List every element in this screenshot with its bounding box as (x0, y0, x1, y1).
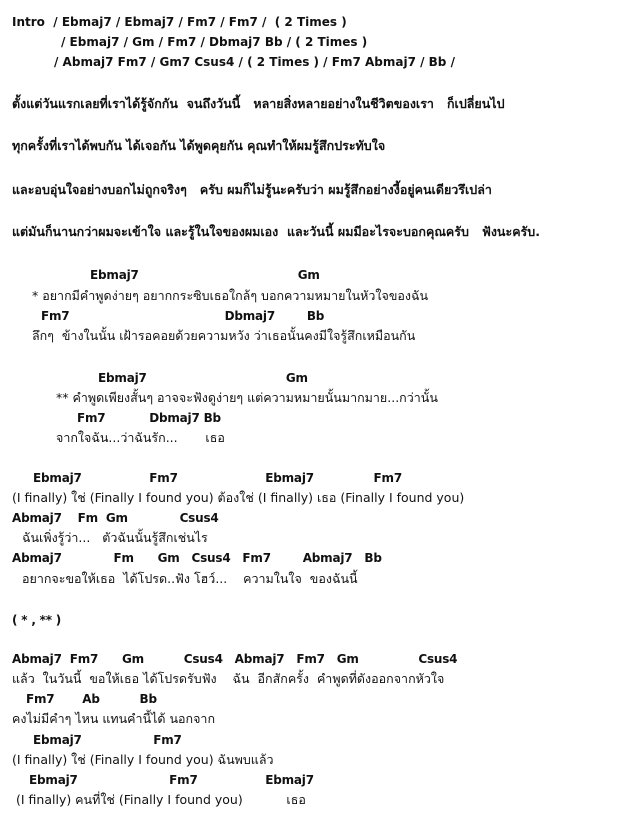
narration-line-3: และอบอุ่นใจอย่างบอกไม่ถูกจริงๆ ครับ ผมก็ไม่รู้นะครับว่า ผมรู้สึกอย่างงี้อยู่คนเดียวรึเปล่า (12, 182, 492, 197)
outro-lyric-1: แล้ว ในวันนี้ ขอให้เธอ ได้โปรดรับฟัง ฉัน อีกสักครั้ง คำพูดที่ดังออกจากหัวใจ (12, 671, 445, 686)
chorus-lyric-2: ฉันเพิ่งรู้ว่า... ตัวฉันนั้นรู้สึกเช่นไร (22, 530, 208, 545)
verse1-chords-1: Ebmaj7 Gm (90, 268, 320, 282)
verse1-lyric-1: * อยากมีคำพูดง่ายๆ อยากกระซิบเธอใกล้ๆ บอกความหมายในหัวใจของฉัน (32, 288, 429, 303)
chorus-lyric-1: (I finally) ใช่ (Finally I found you) ต้องใช่ (I finally) เธอ (Finally I found you) (12, 490, 465, 505)
verse2-chords-2: Fm7 Dbmaj7 Bb (77, 411, 221, 425)
outro-chords-3: Ebmaj7 Fm7 (33, 733, 182, 747)
verse1-chords-2: Fm7 Dbmaj7 Bb (41, 309, 325, 323)
verse1-lyric-2: ลึกๆ ข้างในนั้น เฝ้ารอคอยด้วยความหวัง ว่าเธอนั้นคงมีใจรู้สึกเหมือนกัน (32, 328, 416, 343)
verse2-lyric-1: ** คำพูดเพียงสั้นๆ อาจจะฟังดูง่ายๆ แต่ความหมายนั้นมากมาย...กว่านั้น (56, 390, 438, 405)
narration-line-2: ทุกครั้งที่เราได้พบกัน ได้เจอกัน ได้พูดคุยกัน คุณทำให้ผมรู้สึกประทับใจ (12, 138, 386, 153)
verse2-chords-1: Ebmaj7 Gm (98, 371, 308, 385)
narration-line-4: แต่มันก็นานกว่าผมจะเข้าใจ และรู้ในใจของผมเอง และวันนี้ ผมมีอะไรจะบอกคุณครับ ฟังนะครับ. (12, 224, 540, 239)
outro-chords-1: Abmaj7 Fm7 Gm Csus4 Abmaj7 Fm7 Gm Csus4 (12, 652, 458, 666)
outro-chords-2: Fm7 Ab Bb (26, 692, 157, 706)
outro-lyric-3: (I finally) ใช่ (Finally I found you) ฉันพบแล้ว (12, 752, 274, 767)
chorus-chords-2: Abmaj7 Fm Gm Csus4 (12, 511, 219, 525)
verse2-lyric-2: จากใจฉัน...ว่าฉันรัก... เธอ (56, 430, 225, 445)
chorus-chords-1: Ebmaj7 Fm7 Ebmaj7 Fm7 (33, 471, 403, 485)
outro-lyric-4: (I finally) คนที่ใช่ (Finally I found you) เธอ (16, 792, 306, 807)
outro-chords-4: Ebmaj7 Fm7 Ebmaj7 (29, 773, 314, 787)
outro-lyric-2: คงไม่มีคำๆ ไหน แทนคำนี้ได้ นอกจาก (12, 711, 216, 726)
intro-line-3: / Abmaj7 Fm7 / Gm7 Csus4 / ( 2 Times ) / Fm7 Abmaj7 / Bb / (54, 55, 455, 69)
intro-line-1: Intro / Ebmaj7 / Ebmaj7 / Fm7 / Fm7 / ( 2 Times ) (12, 15, 347, 29)
chorus-chords-3: Abmaj7 Fm Gm Csus4 Fm7 Abmaj7 Bb (12, 551, 382, 565)
repeat-marker: ( * , ** ) (12, 613, 62, 627)
narration-line-1: ตั้งแต่วันแรกเลยที่เราได้รู้จักกัน จนถึงวันนี้ หลายสิ่งหลายอย่างในชีวิตของเรา ก็เปลี่ยนไป (12, 96, 505, 111)
intro-line-2: / Ebmaj7 / Gm / Fm7 / Dbmaj7 Bb / ( 2 Times ) (61, 35, 368, 49)
chorus-lyric-3: อยากจะขอให้เธอ ได้โปรด..ฟัง โฮว์... ความในใจ ของฉันนี้ (22, 571, 358, 586)
